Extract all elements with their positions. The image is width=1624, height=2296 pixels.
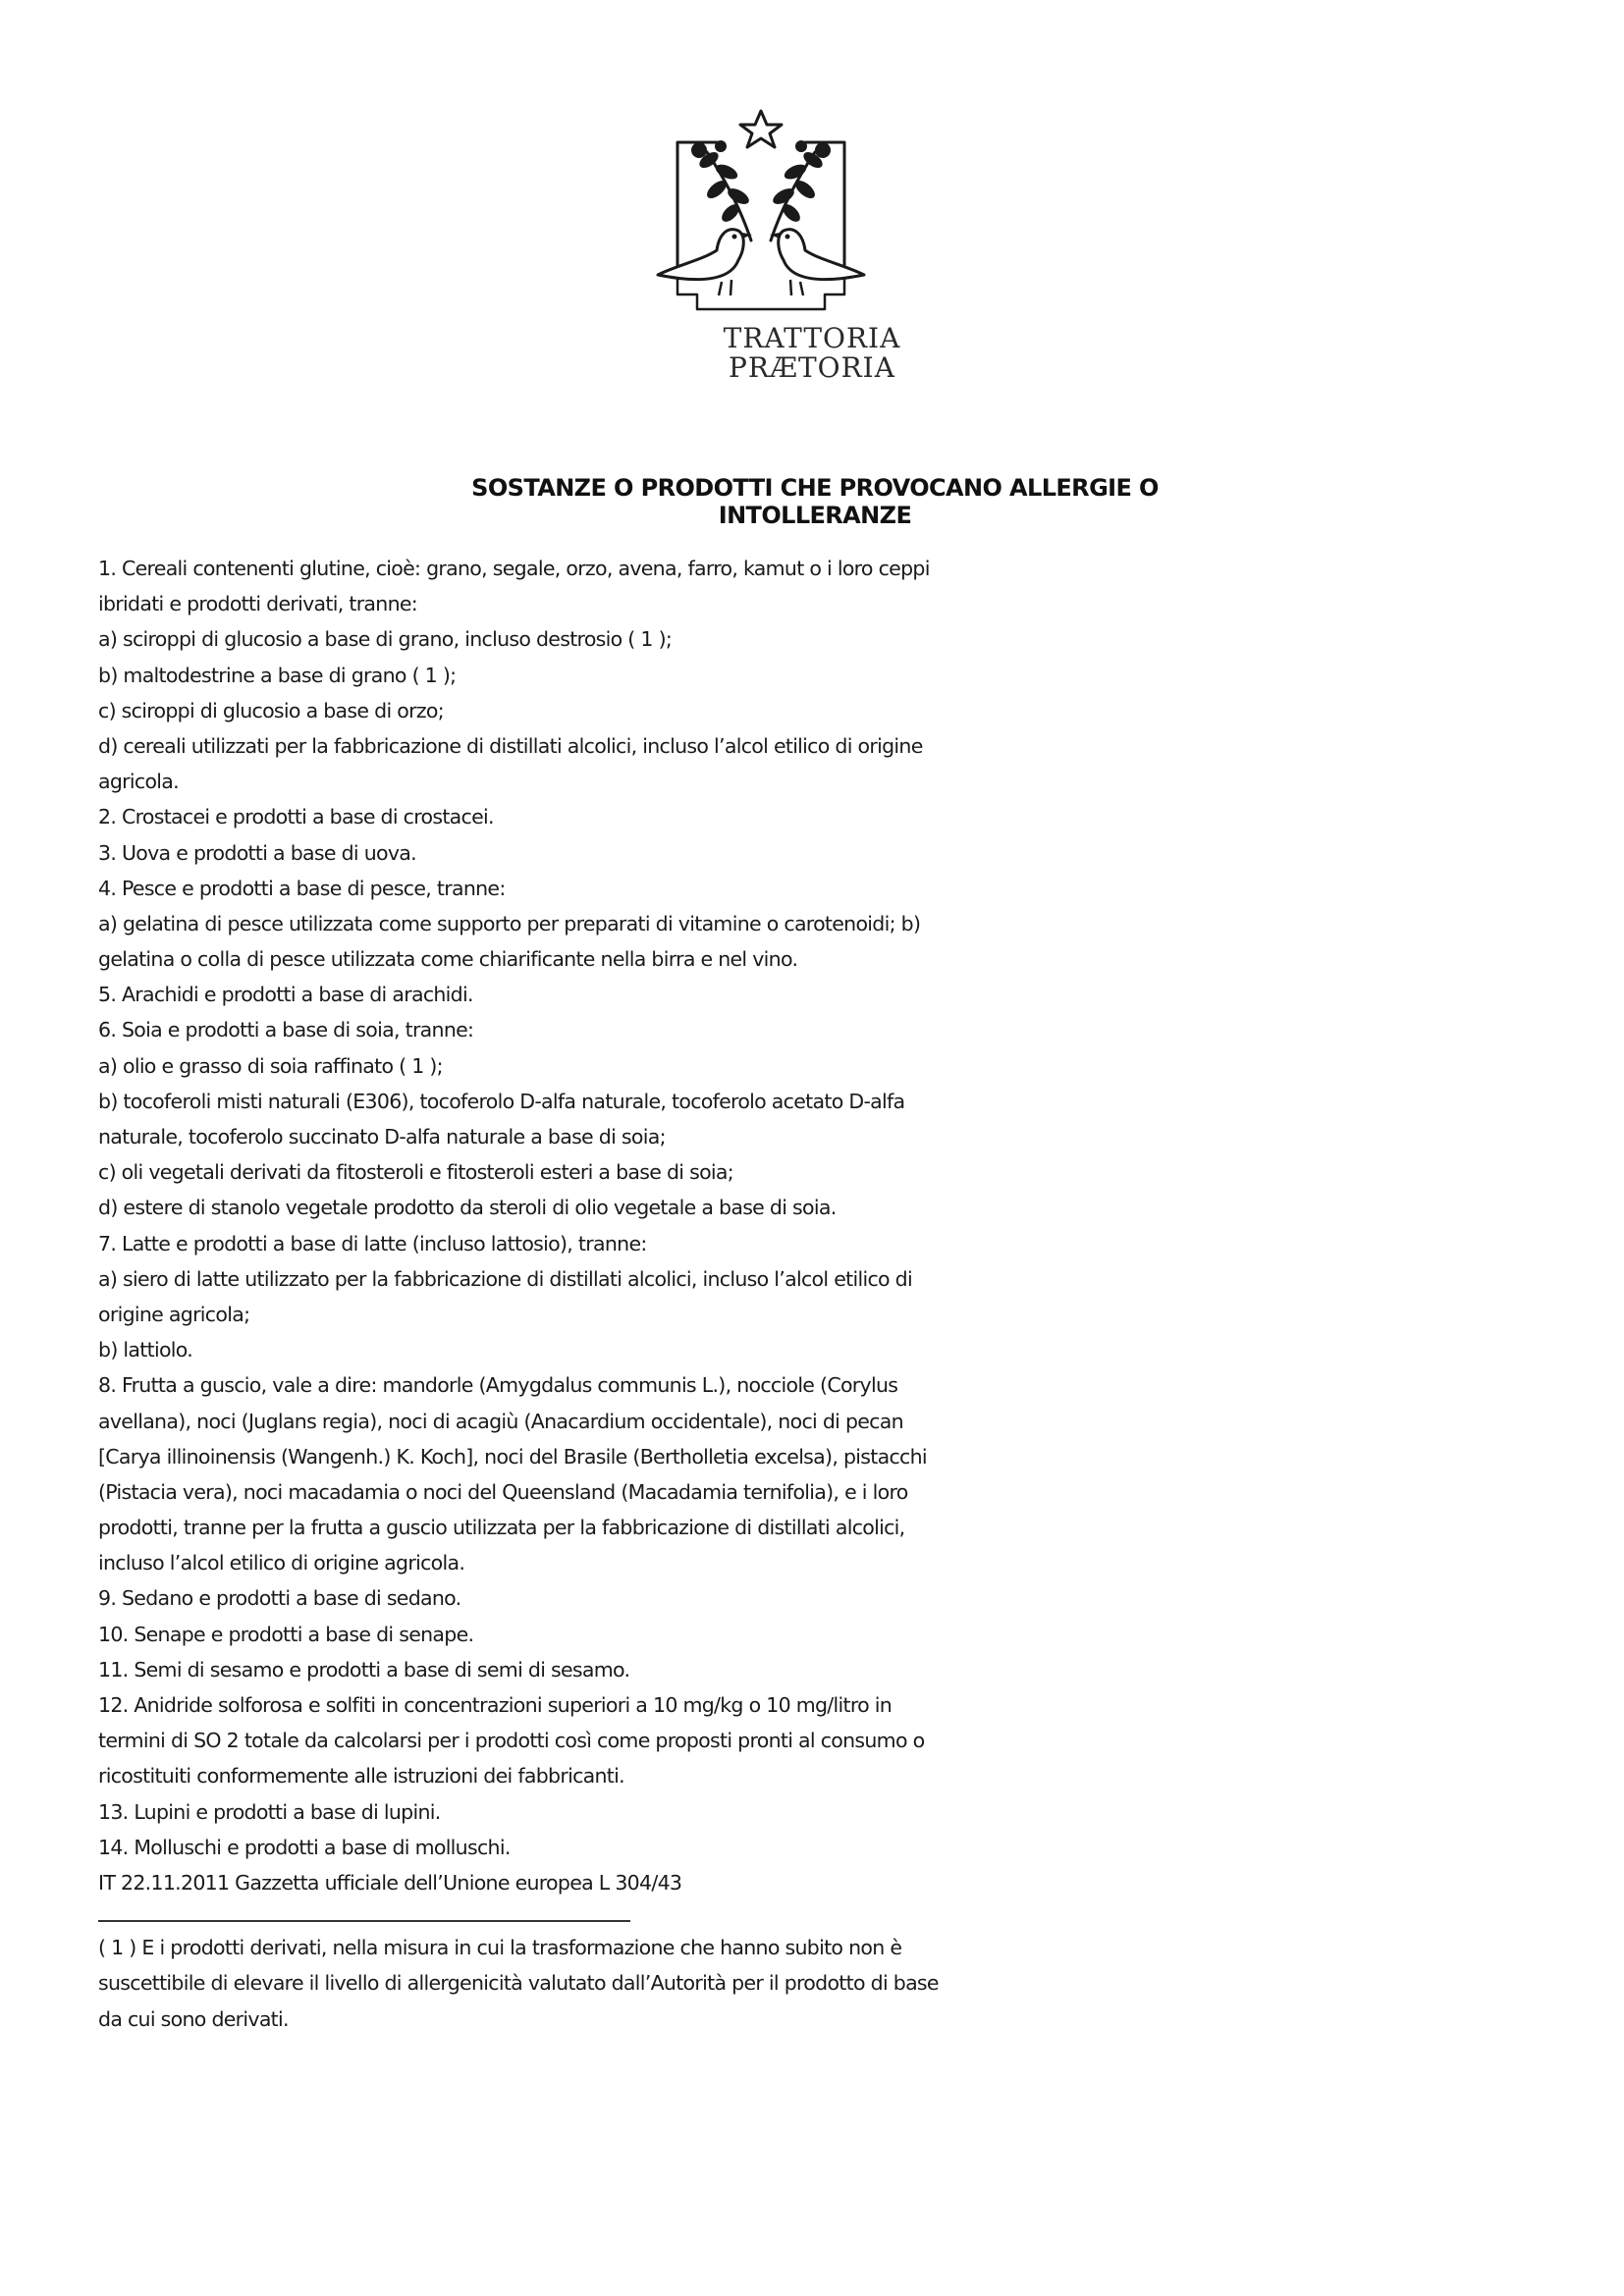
text-line: [Carya illinoinensis (Wangenh.) K. Koch], noci del Brasile (Bertholletia excelsa), pistacchi: [98, 1444, 927, 1468]
text-line: a) olio e grasso di soia raffinato ( 1 );: [98, 1053, 443, 1078]
text-line: 13. Lupini e prodotti a base di lupini.: [98, 1799, 441, 1824]
text-line: c) oli vegetali derivati da fitosteroli e fitosteroli esteri a base di soia;: [98, 1160, 733, 1185]
text-line: a) gelatina di pesce utilizzata come supporto per preparati di vitamine o carotenoidi; b): [98, 911, 921, 935]
footnote-line: ( 1 ) E i prodotti derivati, nella misura in cui la trasformazione che hanno subito non è: [98, 1936, 902, 1960]
text-line: b) tocoferoli misti naturali (E306), tocoferolo D-alfa naturale, tocoferolo acetato D-alfa: [98, 1089, 905, 1113]
text-line: a) siero di latte utilizzato per la fabbricazione di distillati alcolici, incluso l’alcol etilico di: [98, 1266, 912, 1291]
text-line: d) estere di stanolo vegetale prodotto da steroli di olio vegetale a base di soia.: [98, 1196, 837, 1220]
text-line: incluso l’alcol etilico di origine agricola.: [98, 1551, 465, 1575]
text-line: (Pistacia vera), noci macadamia o noci del Queensland (Macadamia ternifolia), e i loro: [98, 1479, 908, 1504]
text-line: 3. Uova e prodotti a base di uova.: [98, 840, 416, 865]
logo-emblem: [648, 103, 874, 319]
text-line: ibridati e prodotti derivati, tranne:: [98, 592, 418, 616]
page-title: SOSTANZE O PRODOTTI CHE PROVOCANO ALLERGIE O INTOLLERANZE: [471, 474, 1159, 529]
text-line: 8. Frutta a guscio, vale a dire: mandorle (Amygdalus communis L.), nocciole (Corylus: [98, 1373, 898, 1398]
text-line: c) sciroppi di glucosio a base di orzo;: [98, 698, 444, 722]
text-line: 12. Anidride solforosa e solfiti in concentrazioni superiori a 10 mg/kg o 10 mg/litro in: [98, 1693, 893, 1717]
text-line: prodotti, tranne per la frutta a guscio utilizzata per la fabbricazione di distillati alcolici,: [98, 1516, 905, 1540]
text-line: 9. Sedano e prodotti a base di sedano.: [98, 1586, 461, 1611]
text-line: a) sciroppi di glucosio a base di grano, incluso destrosio ( 1 );: [98, 627, 673, 652]
text-line: naturale, tocoferolo succinato D-alfa naturale a base di soia;: [98, 1125, 666, 1148]
text-line: agricola.: [98, 770, 179, 794]
text-line: d) cereali utilizzati per la fabbricazione di distillati alcolici, incluso l’alcol etilico di origine: [98, 733, 923, 758]
text-line: 2. Crostacei e prodotti a base di crostacei.: [98, 805, 494, 829]
text-line: 11. Semi di sesamo e prodotti a base di semi di sesamo.: [98, 1657, 630, 1682]
footnote-line: da cui sono derivati.: [98, 2006, 289, 2031]
text-line: b) lattiolo.: [98, 1338, 193, 1362]
text-line: gelatina o colla di pesce utilizzata come chiarificante nella birra e nel vino.: [98, 947, 798, 972]
text-line: 4. Pesce e prodotti a base di pesce, tranne:: [98, 876, 506, 900]
text-line: b) maltodestrine a base di grano ( 1 );: [98, 663, 457, 687]
footnote-line: suscettibile di elevare il livello di allergenicità valutato dall’Autorità per il prodotto di base: [98, 1971, 939, 1996]
text-line: 5. Arachidi e prodotti a base di arachidi.: [98, 983, 473, 1007]
text-line: termini di SO 2 totale da calcolarsi per i prodotti così come proposti pronti al consumo o: [98, 1729, 925, 1753]
text-line: IT 22.11.2011 Gazzetta ufficiale dell’Unione europea L 304/43: [98, 1870, 682, 1895]
brand-name-line1: TRATTORIA: [723, 322, 901, 354]
text-line: 10. Senape e prodotti a base di senape.: [98, 1622, 474, 1646]
brand-name-line2: PRÆTORIA: [729, 351, 895, 384]
text-line: 7. Latte e prodotti a base di latte (incluso lattosio), tranne:: [98, 1231, 647, 1255]
text-line: 6. Soia e prodotti a base di soia, tranne:: [98, 1018, 474, 1042]
text-line: avellana), noci (Juglans regia), noci di acagiù (Anacardium occidentale), noci di pecan: [98, 1409, 903, 1433]
footnote-separator: [98, 1908, 630, 1922]
text-line: origine agricola;: [98, 1302, 250, 1326]
text-line: 14. Molluschi e prodotti a base di molluschi.: [98, 1835, 511, 1859]
text-line: 1. Cereali contenenti glutine, cioè: grano, segale, orzo, avena, farro, kamut o i loro ceppi: [98, 557, 930, 580]
text-line: ricostituiti conformemente alle istruzioni dei fabbricanti.: [98, 1764, 624, 1789]
allergen-list: [98, 551, 982, 2037]
